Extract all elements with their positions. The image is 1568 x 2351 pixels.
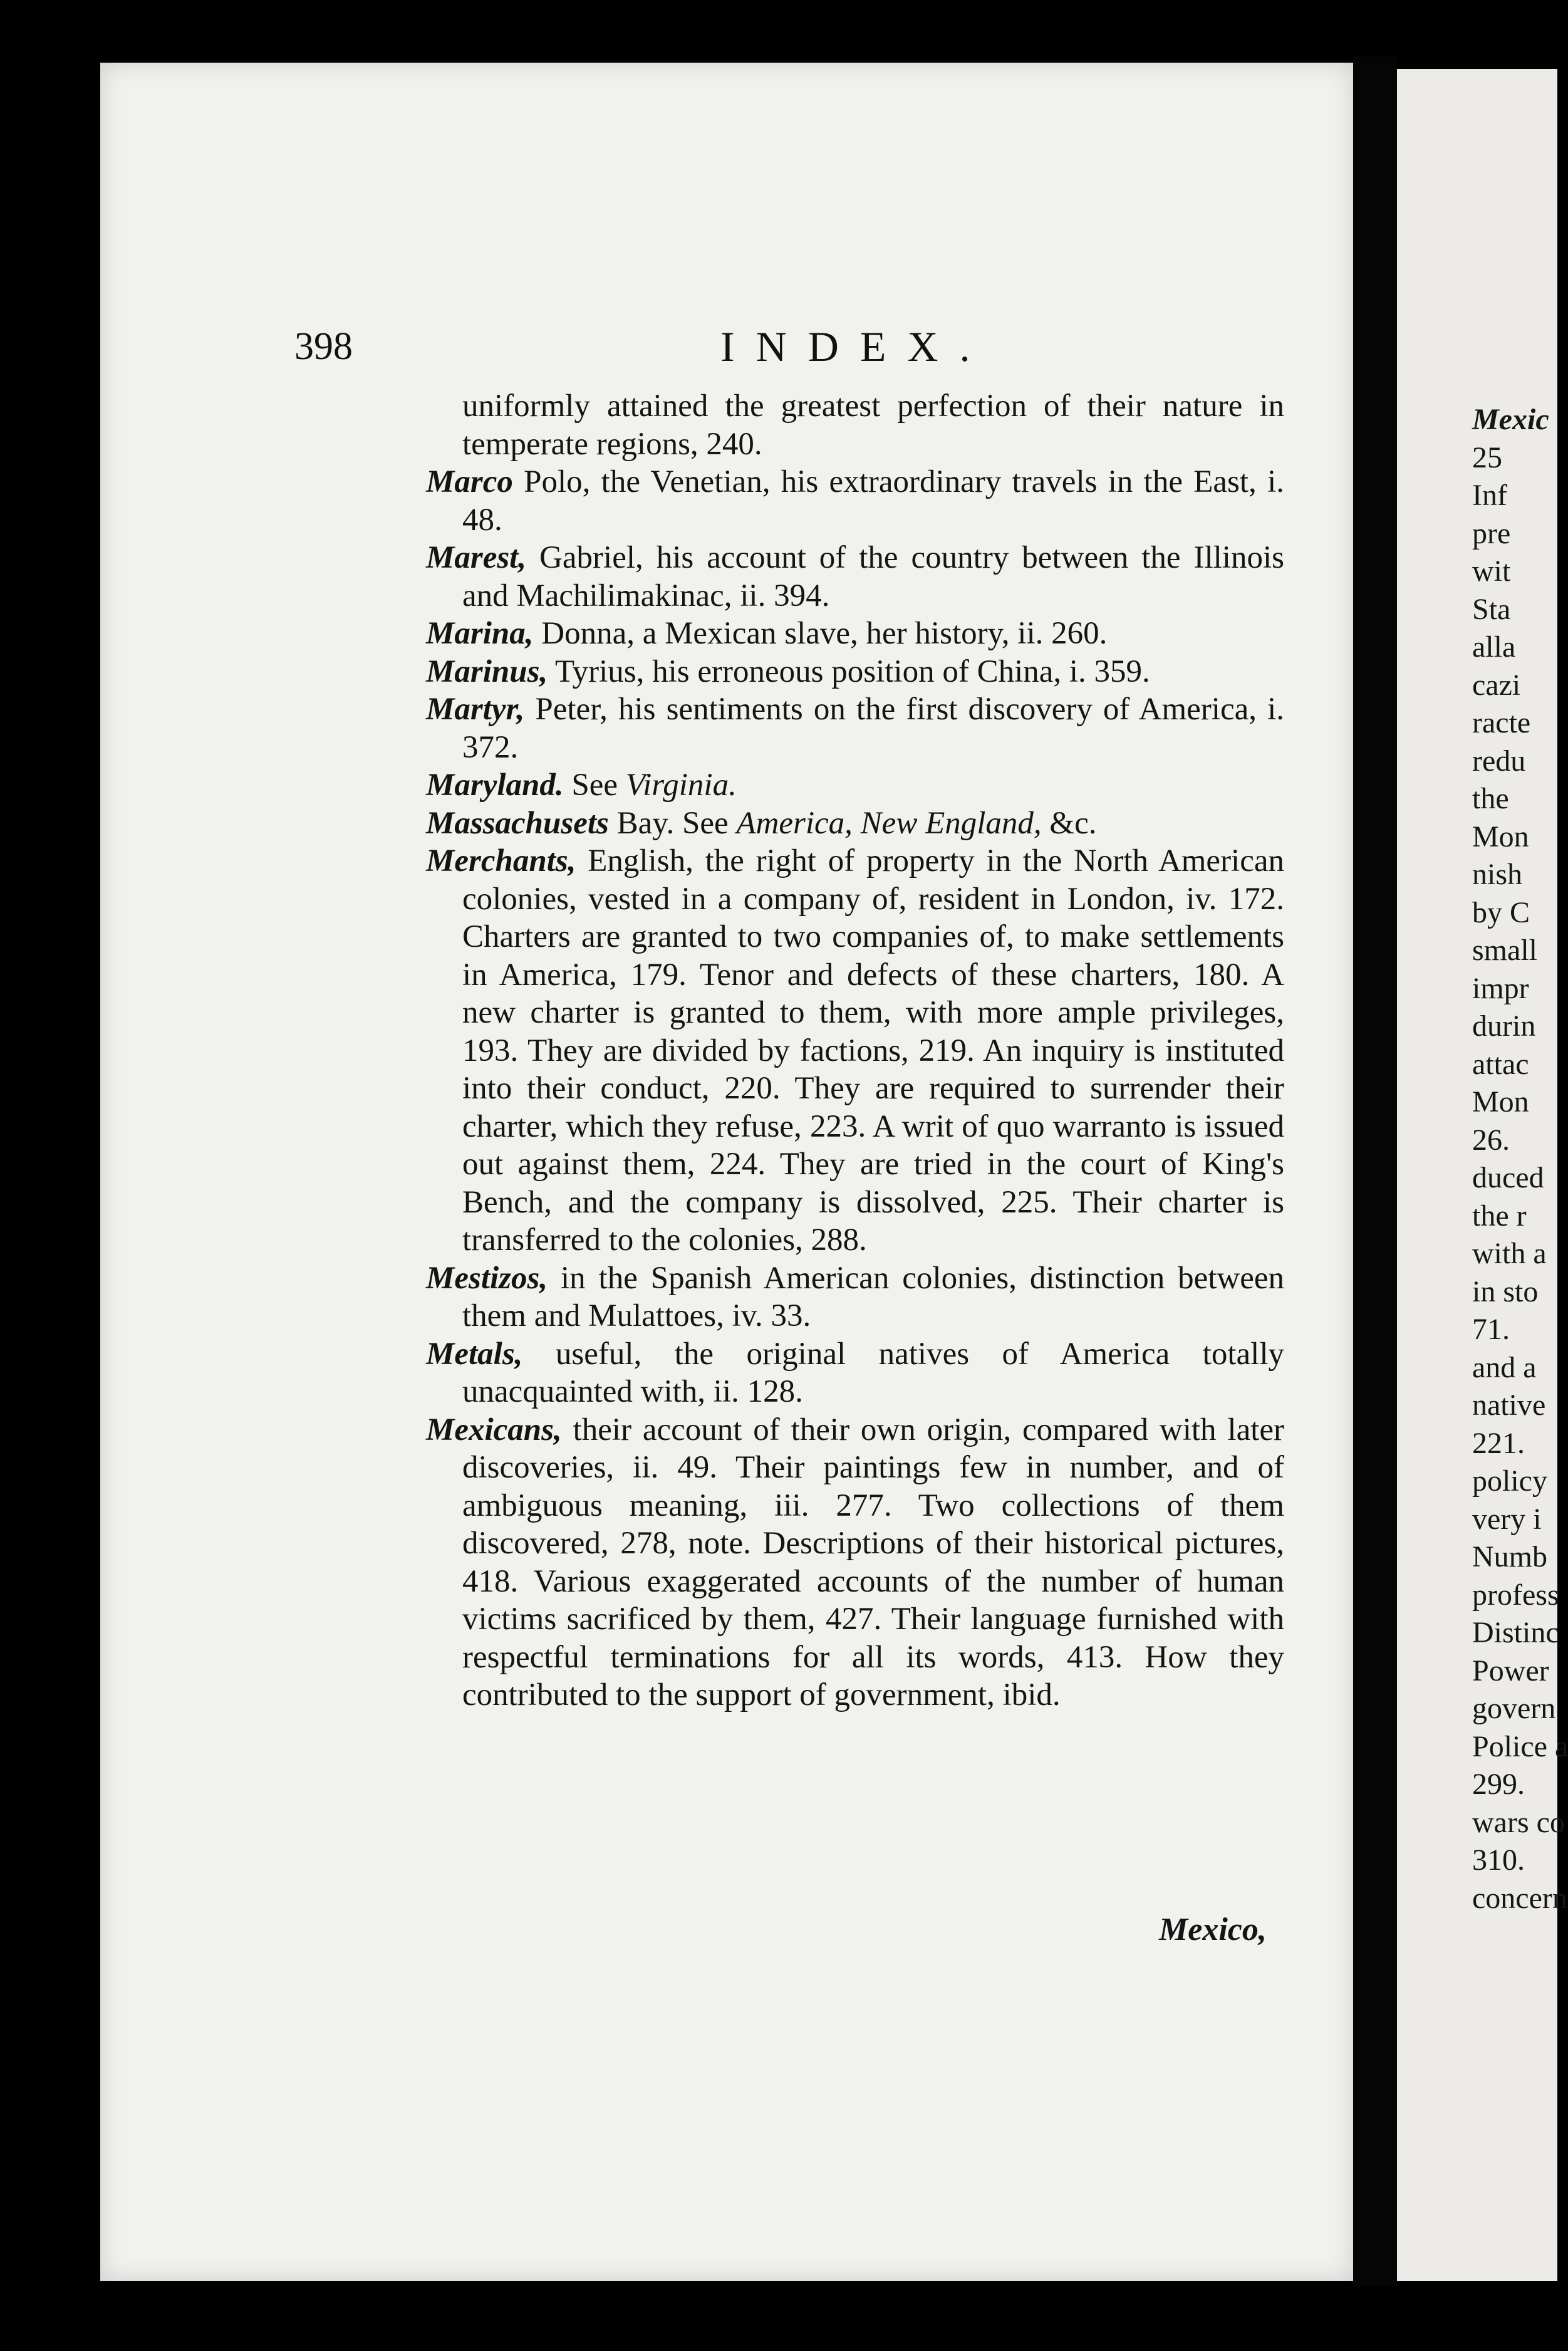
right-page-line: redu xyxy=(1472,744,1526,778)
entry-heading: Mestizos, xyxy=(426,1260,548,1296)
right-page-line: 221. xyxy=(1472,1426,1525,1460)
right-page-line: Inf xyxy=(1472,479,1507,512)
entry-heading: Massachusets xyxy=(426,805,609,841)
right-page-line: by C xyxy=(1472,895,1530,929)
entry-text: Tyrius, his erroneous position of China, i. 359. xyxy=(548,654,1150,689)
right-page-line: 299. xyxy=(1472,1768,1525,1801)
entry-text: English, the right of property in the North American colonies, vested in a company of, resident in London, iv. 172. Charters are granted to two companies of, to make settlements in America, 179. Tenor and defects of these charters, 180. A new charter is granted to them, with more ample privileges, 193. They are divided by factions, 219. An inquiry is instituted into their conduct, 220. They are required to surrender their charter, which they refuse, 223. A writ of quo warranto is issued out against them, 224. They are tried in the court of King's Bench, and the company is dissolved, 225. Their charter is transferred to the colonies, 288. xyxy=(462,843,1284,1258)
entry-text: Peter, his sentiments on the first discovery of America, i. 372. xyxy=(462,692,1284,765)
catchword: Mexico, xyxy=(1159,1912,1267,1947)
index-entry xyxy=(426,615,1284,653)
right-page-line: 310. xyxy=(1472,1843,1525,1877)
see-reference: America, New England, xyxy=(736,805,1042,841)
right-page-line: very i xyxy=(1472,1502,1542,1536)
right-page-line: 71. xyxy=(1472,1313,1510,1346)
index-entry xyxy=(426,1335,1284,1411)
right-page-fragments xyxy=(1472,401,1568,1917)
entry-heading: Merchants, xyxy=(426,843,576,878)
right-page-line: in sto xyxy=(1472,1275,1539,1308)
right-page-line: 26. xyxy=(1472,1123,1510,1157)
index-entry xyxy=(426,653,1284,691)
entry-text: in the Spanish American colonies, distinction between them and Mulattoes, iv. 33. xyxy=(462,1260,1284,1333)
right-page-line: Numb xyxy=(1472,1540,1547,1573)
right-page-line: Police a xyxy=(1472,1729,1568,1763)
index-entry xyxy=(426,766,1284,805)
right-page-line: policy xyxy=(1472,1464,1547,1498)
index-entry xyxy=(426,539,1284,615)
right-page-line: govern xyxy=(1472,1692,1556,1725)
see-reference: Virginia. xyxy=(625,768,737,803)
right-page-line: small xyxy=(1472,934,1537,967)
right-page-line: alla xyxy=(1472,630,1516,664)
entry-heading: Marco xyxy=(426,464,513,499)
entry-heading: Marinus, xyxy=(426,654,548,689)
entry-text: Gabriel, his account of the country between the Illinois and Machilimakinac, ii. 394. xyxy=(462,540,1284,613)
entry-text: uniformly attained the greatest perfection of their nature in temperate regions, 240. xyxy=(462,388,1284,462)
right-page-line: pre xyxy=(1472,516,1511,550)
right-page-line: concern xyxy=(1472,1881,1567,1915)
right-page-line: duced xyxy=(1472,1161,1544,1194)
right-page-line: Distinc xyxy=(1472,1616,1559,1649)
running-title: INDEX. xyxy=(720,323,992,370)
right-page-line: Mexic xyxy=(1472,403,1549,436)
right-page-line: the xyxy=(1472,782,1509,815)
right-page-line: and a xyxy=(1472,1350,1537,1384)
right-page-line: cazi xyxy=(1472,668,1521,702)
right-page-line: impr xyxy=(1472,971,1529,1005)
right-page-line: wars co xyxy=(1472,1805,1565,1839)
entry-text: See xyxy=(563,768,626,803)
entry-text: their account of their own origin, compared with later discoveries, ii. 49. Their paintings few in number, and of ambiguous meaning, iii. 277. Two collections of them discovered, 278, note. Descriptions of their historical pictures, 418. Various exaggerated accounts of the number of human victims sacrificed by them, 427. Their language furnished with respectful terminations for all its words, 413. How they contributed to the support of government, ibid. xyxy=(462,1412,1284,1712)
entry-text: useful, the original natives of America totally unacquainted with, ii. 128. xyxy=(462,1336,1284,1409)
entry-text: Donna, a Mexican slave, her history, ii. 260. xyxy=(533,616,1108,651)
index-entry xyxy=(426,1411,1284,1714)
index-entries xyxy=(426,387,1284,1714)
right-page-line: racte xyxy=(1472,706,1531,739)
entry-heading: Martyr, xyxy=(426,692,525,727)
right-page-line: Power xyxy=(1472,1654,1549,1687)
right-page-line: native xyxy=(1472,1389,1546,1422)
entry-heading: Metals, xyxy=(426,1336,523,1372)
index-entry xyxy=(426,805,1284,843)
entry-text: Bay. See xyxy=(608,805,737,841)
page-number: 398 xyxy=(294,325,353,368)
entry-text: Polo, the Venetian, his extraordinary travels in the East, i. 48. xyxy=(462,464,1284,538)
right-page-line: durin xyxy=(1472,1009,1536,1043)
index-entry xyxy=(426,1259,1284,1335)
right-page-line: the r xyxy=(1472,1199,1527,1233)
book-gutter xyxy=(1353,56,1397,2287)
right-page-line: nish xyxy=(1472,858,1523,891)
right-page-line: profess xyxy=(1472,1578,1559,1612)
right-page-line: wit xyxy=(1472,555,1511,588)
entry-heading: Marina, xyxy=(426,616,534,651)
entry-tail: &c. xyxy=(1041,805,1097,841)
right-page-line: Sta xyxy=(1472,592,1511,626)
entry-heading: Marest, xyxy=(426,540,527,575)
entry-heading: Mexicans, xyxy=(426,1412,562,1447)
entry-heading: Maryland. xyxy=(426,768,564,803)
index-entry xyxy=(426,387,1284,463)
right-page-line: 25 xyxy=(1472,440,1502,474)
index-entry xyxy=(426,691,1284,766)
page-header xyxy=(294,313,1297,382)
right-page-line: attac xyxy=(1472,1047,1529,1081)
index-entry xyxy=(426,463,1284,539)
right-page-line: Mon xyxy=(1472,820,1529,853)
right-page-line: with a xyxy=(1472,1237,1547,1270)
right-page-line: Mon xyxy=(1472,1085,1529,1118)
index-entry xyxy=(426,842,1284,1259)
